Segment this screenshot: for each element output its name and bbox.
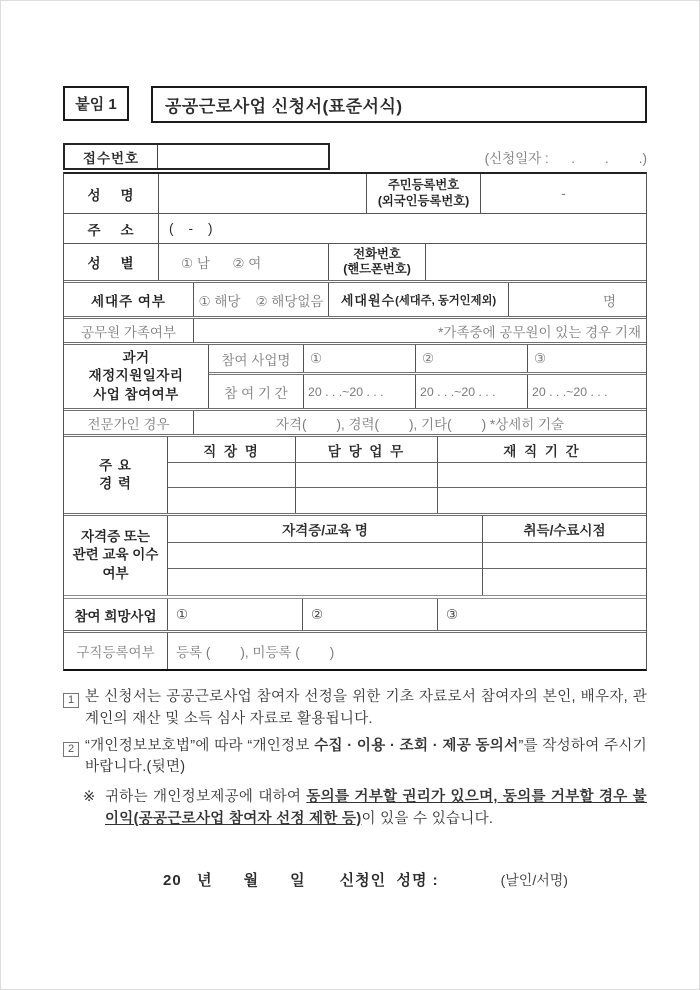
past-period-label: 참 여 기 간: [209, 375, 304, 408]
consent-text: [105, 787, 647, 831]
row-job-registration: [64, 633, 646, 669]
receipt-row: [63, 143, 647, 170]
career-header-duty: 담 당 업 무: [296, 437, 438, 462]
phone-label: [329, 244, 426, 280]
career-empty-row: [168, 463, 646, 488]
career-header-row: [168, 437, 646, 463]
row-name: [64, 174, 646, 214]
household-members-unit: 명: [602, 293, 616, 309]
certificate-empty-row: [168, 569, 646, 595]
career-rows: [168, 437, 646, 513]
career-workplace-field: [168, 463, 296, 487]
row-address: [64, 214, 646, 244]
past-label-line2: 재정지원일자리: [88, 368, 184, 384]
household-members-paren: (세대주, 동거인제외): [395, 294, 497, 307]
consent-note: [63, 787, 647, 831]
past-period-row: [209, 375, 646, 408]
certificate-name-field: [168, 543, 483, 568]
desired-project-2: ②: [303, 599, 438, 630]
receipt-box: [63, 143, 330, 170]
certificate-empty-row: [168, 543, 646, 569]
desired-project-label: 참여 희망사업: [64, 599, 168, 630]
career-period-field: [438, 488, 646, 513]
receipt-number-field: [158, 145, 328, 168]
row-gender: [64, 244, 646, 283]
past-project-3: ③: [534, 350, 547, 366]
career-label: [64, 437, 168, 513]
certificate-date-field: [483, 569, 646, 595]
note-1-number: [63, 687, 85, 731]
past-label-line1: 과거: [122, 350, 150, 366]
header: [63, 86, 647, 123]
attachment-badge: 붙임 1: [63, 86, 129, 121]
certificate-label-line3: 여부: [102, 565, 129, 581]
career-header-workplace: 직 장 명: [168, 437, 296, 462]
boxed-number-1: 1: [63, 693, 79, 708]
civil-servant-label: 공무원 가족여부: [64, 319, 194, 342]
job-registration-value: 등록 ( ), 미등록 ( ): [176, 645, 335, 660]
household-head-options: ① 해당 ② 해당없음: [194, 283, 329, 316]
consent-suffix: 이 있을 수 있습니다.: [361, 810, 494, 827]
certificate-header-name: 자격증/교육 명: [168, 516, 483, 542]
row-career: [64, 437, 646, 516]
application-table: [63, 172, 647, 671]
name-field: [159, 174, 367, 213]
career-header-period: 재 직 기 간: [503, 443, 581, 459]
past-participation-rows: [209, 345, 646, 408]
household-members-label: [329, 283, 509, 316]
expert-label: 전문가인 경우: [64, 411, 194, 434]
past-period-3: 20 . . .~20 . . .: [532, 384, 608, 399]
note-2: [63, 736, 647, 780]
rrn-label-line1: 주민등록번호: [387, 178, 460, 193]
header-gap: [129, 86, 151, 123]
certificate-label-line1: 자격증 또는: [81, 529, 150, 545]
certificate-rows: [168, 516, 646, 595]
note-2-prefix: “개인정보보호법”에 따라 “개인정보: [85, 737, 315, 754]
past-project-row: [209, 345, 646, 375]
signature-line: [63, 869, 647, 890]
form-content: [63, 86, 647, 890]
applicant-name-label: 신청인 성명 :: [339, 871, 439, 889]
past-project-2: ②: [416, 345, 528, 372]
signature-date: 20 년 월 일: [163, 871, 306, 889]
past-label-line3: 사업 참여여부: [93, 386, 179, 402]
note-2-suffix: ”를 작성하여 주시기 바랍니다.(뒷면): [85, 737, 648, 776]
address-label: 주 소: [64, 214, 159, 243]
boxed-number-2: 2: [63, 742, 79, 757]
past-project-label: 참여 사업명: [209, 345, 304, 372]
reference-mark: ※: [83, 789, 96, 805]
receipt-number-label: 접수번호: [65, 145, 158, 168]
career-duty-field: [296, 488, 438, 513]
past-project-1: ①: [304, 345, 416, 372]
note-2-text: [85, 736, 647, 780]
household-head-label: 세대주 여부: [64, 283, 194, 316]
rrn-field: -: [561, 186, 566, 201]
name-label: 성 명: [64, 174, 159, 213]
past-participation-label: [64, 345, 209, 408]
rrn-label: [367, 174, 481, 213]
certificate-label-line2: 관련 교육 이수: [72, 547, 159, 563]
page-title: 공공근로사업 신청서(표준서식): [151, 86, 647, 123]
consent-emphasis: 동의를 거부할 권리가 있으며, 동의를 거부할 경우 불이익(공공근로사업 참여자 선정 제한 등): [105, 789, 647, 827]
career-label-line2: 경 력: [99, 476, 132, 491]
seal-signature-note: (날인/서명): [500, 871, 568, 888]
row-past-participation: [64, 345, 646, 411]
household-members-title: 세대원수: [340, 293, 396, 308]
row-household: [64, 283, 646, 319]
career-label-line1: 주 요: [99, 457, 132, 473]
past-period-2: 20 . . .~20 . . .: [416, 375, 528, 408]
row-certificate: [64, 516, 646, 599]
row-desired-project: [64, 599, 646, 633]
phone-label-line2: (핸드폰번호): [343, 262, 411, 276]
note-1: [63, 687, 647, 731]
consent-prefix: 귀하는 개인정보제공에 대하여: [105, 789, 307, 805]
career-period-field: [438, 463, 646, 487]
certificate-label: [64, 516, 168, 595]
address-field: ( - ): [169, 221, 213, 236]
job-registration-label: 구직등록여부: [64, 633, 168, 669]
notes-section: [63, 687, 647, 831]
desired-project-3: ③: [446, 606, 459, 622]
note-2-number: [63, 736, 85, 780]
note-2-bold: 수집 · 이용 · 조회 · 제공 동의서: [314, 737, 519, 754]
career-empty-row: [168, 488, 646, 513]
gender-label: 성 별: [64, 244, 159, 280]
rrn-label-line2: (외국인등록번호): [377, 193, 470, 208]
certificate-name-field: [168, 569, 483, 595]
gender-options: ① 남 ② 여: [159, 244, 329, 280]
desired-project-1: ①: [168, 599, 303, 630]
certificate-header-date: 취득/수료시점: [523, 523, 606, 538]
certificate-header-row: [168, 516, 646, 543]
career-duty-field: [296, 463, 438, 487]
expert-value: 자격( ), 경력( ), 기타( ) *상세히 기술: [275, 416, 565, 432]
phone-field: [426, 244, 646, 280]
row-expert: [64, 411, 646, 437]
past-period-1: 20 . . .~20 . . .: [304, 375, 416, 408]
civil-servant-note: *가족중에 공무원이 있는 경우 기재: [438, 324, 641, 340]
phone-label-line1: 전화번호: [353, 246, 401, 261]
row-civil-servant: [64, 319, 646, 345]
note-1-text: 본 신청서는 공공근로사업 참여자 선정을 위한 기초 자료로서 참여자의 본인, 배우자, 관계인의 재산 및 소득 심사 자료로 활용됩니다.: [85, 689, 647, 727]
career-workplace-field: [168, 488, 296, 513]
application-date-note: (신청일자 : . . .): [484, 151, 647, 166]
certificate-date-field: [483, 543, 646, 568]
